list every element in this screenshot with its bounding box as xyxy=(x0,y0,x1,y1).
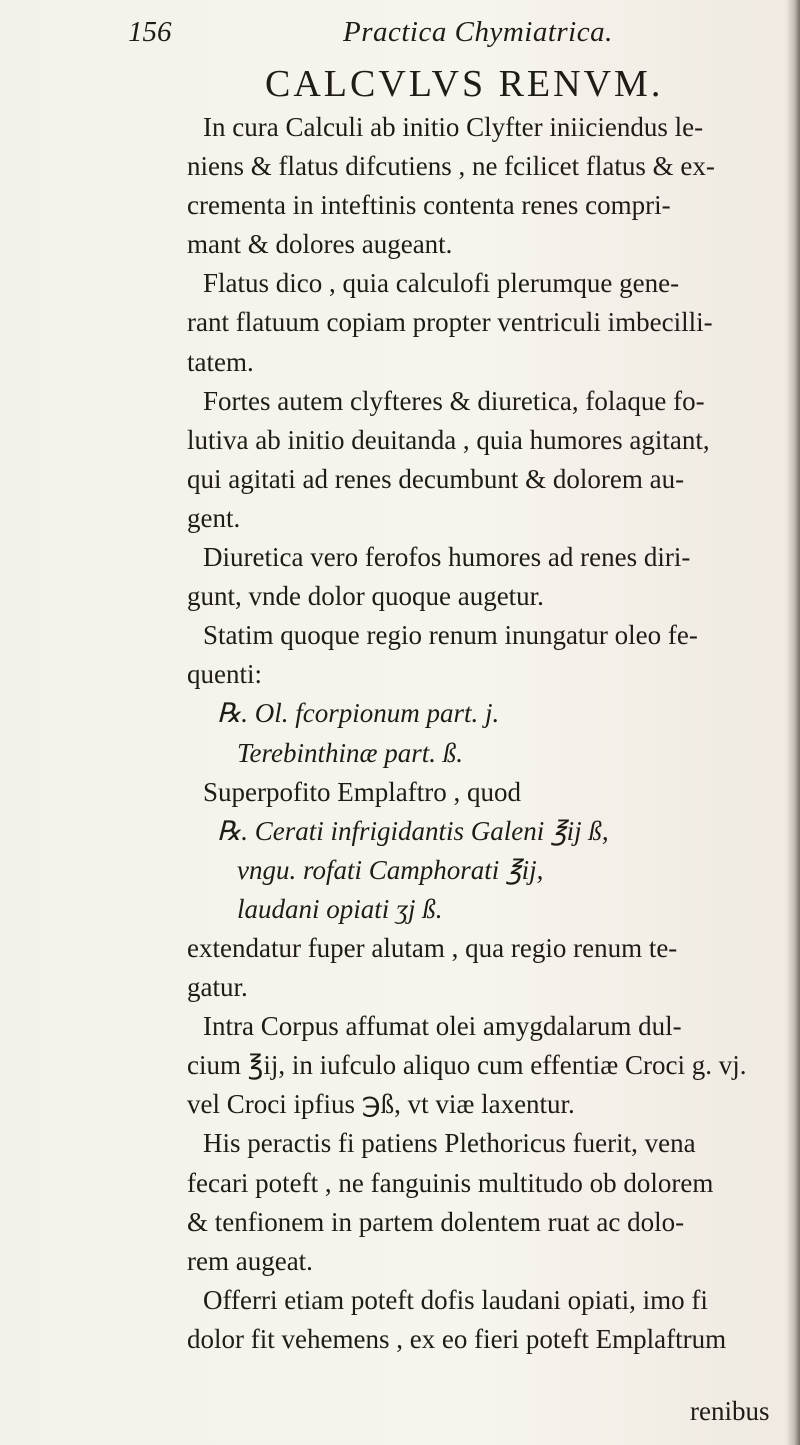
text-line: rant flatuum copiam propter ventriculi imbecilli- xyxy=(187,307,713,338)
text-line: In cura Calculi ab initio Clyfter iniiciendus le- xyxy=(203,112,704,142)
text-line: Flatus dico , quia calculofi plerumque gene- xyxy=(203,268,680,299)
text-line: Terebinthinæ part. ß. xyxy=(237,737,464,768)
text-line: rem augeat. xyxy=(187,1245,313,1276)
text-line: Statim quoque regio renum inungatur oleo fe- xyxy=(203,620,698,651)
text-line: ℞. Cerati infrigidantis Galeni ℥ij ß, xyxy=(217,815,609,846)
page-edge-shadow xyxy=(786,0,800,1445)
text-line: fecari poteft , ne fanguinis multitudo ob dolorem xyxy=(187,1167,714,1198)
text-line: dolor fit vehemens , ex eo fieri poteft Emplaftrum xyxy=(187,1323,727,1354)
text-line: Fortes autem clyfteres & diuretica, folaque fo- xyxy=(203,385,705,416)
text-line: mant & dolores augeant. xyxy=(187,229,453,260)
text-line: vel Croci ipfius ℈ß, vt viæ laxentur. xyxy=(187,1089,575,1120)
text-line: cium ℥ij, in iufculo aliquo cum effentiæ Croci g. vj. xyxy=(187,1050,747,1081)
text-line: His peractis fi patiens Plethoricus fuerit, vena xyxy=(203,1128,696,1159)
text-line: gatur. xyxy=(187,972,248,1003)
text-line: Superpofito Emplaftro , quod xyxy=(203,776,521,807)
text-line: Diuretica vero ferofos humores ad renes diri- xyxy=(203,542,691,573)
text-line: gent. xyxy=(187,502,241,533)
text-line: & tenfionem in partem dolentem ruat ac dolo- xyxy=(187,1206,685,1237)
text-line: tatem. xyxy=(187,346,254,377)
text-line: Intra Corpus affumat olei amygdalarum dul- xyxy=(203,1011,682,1042)
chapter-title: CALCVLVS RENVM. xyxy=(265,63,664,105)
body-text xyxy=(187,108,777,1359)
text-line: gunt, vnde dolor quoque augetur. xyxy=(187,581,544,612)
running-head xyxy=(128,12,688,52)
text-line: niens & flatus difcutiens , ne fcilicet flatus & ex- xyxy=(187,151,715,182)
text-line: qui agitati ad renes decumbunt & dolorem au- xyxy=(187,463,685,494)
text-line: laudani opiati ʒj ß. xyxy=(237,893,443,924)
text-line: vngu. rofati Camphorati ℥ij, xyxy=(237,854,544,885)
text-line: extendatur fuper alutam , qua regio renum te- xyxy=(187,932,678,963)
text-line: lutiva ab initio deuitanda , quia humores agitant, xyxy=(187,424,710,455)
page-number: 156 xyxy=(128,16,172,48)
catchword: renibus xyxy=(690,1396,770,1426)
text-line: ℞. Ol. fcorpionum part. j. xyxy=(217,698,500,729)
running-title: Practica Chymiatrica. xyxy=(343,16,613,48)
text-line: crementa in inteftinis contenta renes compri- xyxy=(187,190,671,221)
text-line: quenti: xyxy=(187,659,262,690)
text-line: Offerri etiam poteft dofis laudani opiati, imo fi xyxy=(203,1284,708,1315)
